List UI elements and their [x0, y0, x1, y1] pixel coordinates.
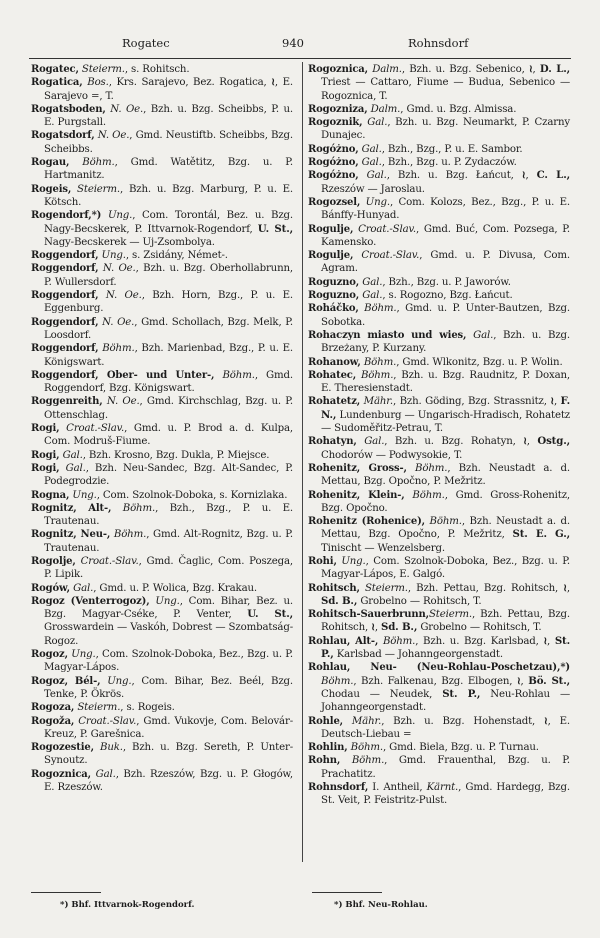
entry-headword: Rohn, [308, 755, 341, 767]
entry-headword: Rogoža, [31, 715, 75, 727]
entry-text: I. Antheil, Kärnt., Gmd. Hardegg, Bzg. St. Veit, P. Feistritz-Pulst. [321, 782, 570, 807]
entry-text: Gal., Gmd. u. P. Wolica, Bzg. Krakau. [73, 582, 257, 594]
gazetteer-entry [31, 489, 293, 502]
entry-headword: Rogi, [31, 462, 60, 474]
entry-text: Ung., Com. Torontál, Bez. u. Bzg. Nagy-Becskerek, P. Ittvarnok-Rogendorf, U. St., Nagy-Becskerek — Uj-Zsombolya. [44, 210, 294, 248]
entry-headword: Rogulje, [308, 250, 354, 262]
entry-headword: Rogulje, [308, 223, 354, 235]
entry-text: Gal., Bzh. u. Bzg. Neumarkt, P. Czarny Dunajec. [321, 117, 571, 142]
entry-text: Croat.-Slav., Gmd. Buć, Com. Pozsega, P. Kamensko. [321, 223, 570, 248]
entry-text: Steierm., Bzh. u. Bzg. Marburg, P. u. E. Kötsch. [44, 183, 293, 208]
entry-text: Böhm., Gmd. Wlkonitz, Bzg. u. P. Wolin. [363, 356, 563, 368]
entry-text: Buk., Bzh. u. Bzg. Sereth, P. Unter-Synoutz. [44, 742, 294, 767]
entry-text: N. Oe., Gmd. Schollach, Bzg. Melk, P. Loosdorf. [44, 316, 293, 341]
entry-text: N. Oe., Bzh. u. Bzg. Scheibbs, P. u. E. Purgstall. [44, 103, 293, 129]
entry-text: Croat.-Slav., Gmd. u. P. Brod a. d. Kulpa, Com. Modruš-Fiume. [44, 423, 293, 448]
entry-text: Dalm., Gmd. u. Bzg. Almissa. [370, 103, 517, 115]
running-header [30, 36, 570, 54]
entry-headword: Rohenitz, Klein-, [308, 489, 405, 501]
entry-text: N. Oe., Gmd. Neustiftb. Scheibbs, Bzg. Scheibbs. [44, 130, 293, 155]
entry-text: Böhm., Bzh. Marienbad, Bzg., P. u. E. Königswart. [44, 343, 294, 368]
entry-headword: Roggendorf, [31, 290, 99, 302]
entry-headword: Rogoza, [31, 702, 75, 714]
entry-headword: Rohatec, [308, 369, 357, 381]
entry-headword: Rogoznik, [308, 117, 363, 129]
gazetteer-entry [31, 701, 293, 714]
entry-text: Gal., Bzh. Rzeszów, Bzg. u. P. Głogów, E. Rzeszów. [44, 768, 294, 794]
entry-headword: Rogatsboden, [31, 103, 106, 115]
entry-headword: Rogóżno, [308, 170, 359, 182]
entry-text: Gal., Bzh., Bzg., P. u. E. Sambor. [361, 143, 523, 155]
entry-headword: Rogoz, [31, 649, 68, 661]
entry-text: Böhm., Bzh., Bzg., P. u. E. Trautenau. [44, 502, 294, 528]
entry-headword: Roggendorf, [31, 343, 99, 355]
entry-headword: Rohlau, Alt-, [308, 635, 379, 647]
gazetteer-entry [31, 369, 293, 396]
gazetteer-entry [308, 715, 570, 742]
gazetteer-entry [31, 395, 293, 422]
entry-headword: Rohanow, [308, 356, 361, 368]
gazetteer-entry [31, 741, 293, 768]
entry-headword: Rohaczyn miasto und wies, [308, 329, 467, 341]
gazetteer-entry [31, 422, 293, 449]
gazetteer-entry [308, 169, 570, 196]
gazetteer-entry [308, 356, 570, 369]
gazetteer-entry [308, 249, 570, 276]
gazetteer-entry [308, 302, 570, 329]
gazetteer-entry [31, 103, 293, 130]
entry-text: Gal., Bzh. Neu-Sandec, Bzg. Alt-Sandec, P. Podegrodzie. [44, 462, 293, 488]
gazetteer-entry [31, 316, 293, 343]
entry-text: Steierm., s. Rogeis. [77, 702, 175, 714]
entry-headword: Rohi, [308, 555, 337, 567]
gazetteer-entry [31, 156, 293, 183]
entry-headword: Roháčko, [308, 303, 359, 315]
entry-text: Steierm., Bzh. Pettau, Bzg. Rohitsch, ≀, Sd. B., Grobelno — Rohitsch, T. [321, 582, 570, 607]
gazetteer-entry [308, 489, 570, 516]
entry-text: Böhm., Bzh. u. Bzg. Raudnitz, P. Doxan, E. Theresienstadt. [321, 369, 570, 395]
entry-headword: Roggendorf, [31, 250, 99, 262]
gazetteer-entry [31, 342, 293, 369]
gazetteer-entry [308, 156, 570, 169]
gazetteer-entry [308, 582, 570, 609]
entry-headword: Rogolje, [31, 555, 76, 567]
entry-headword: Rogoz, Bél-, [31, 675, 101, 687]
gazetteer-entry [31, 289, 293, 316]
entry-text: Gal., Bzh. u. Bzg. Brzeżany, P. Kurzany. [321, 329, 570, 355]
entry-text: Ung., Com. Szolnok-Doboka, Bez., Bzg. u. P. Magyar-Lápos. [44, 649, 293, 674]
gazetteer-entry [308, 143, 570, 156]
header-first-entry: Rogatec [122, 36, 170, 50]
gazetteer-entry [31, 768, 293, 795]
footnote-right: *) Bhf. Neu-Rohlau. [334, 900, 428, 910]
gazetteer-entry [308, 555, 570, 582]
entry-text: Böhm., Gmd. Biela, Bzg. u. P. Turnau. [350, 742, 539, 754]
entry-text: N. Oe., Bzh. Horn, Bzg., P. u. E. Eggenburg. [44, 290, 294, 315]
entry-text: Böhm., Gmd. Alt-Rognitz, Bzg. u. P. Trautenau. [44, 529, 293, 554]
gazetteer-entry [308, 116, 570, 143]
gazetteer-entry [31, 262, 293, 289]
entry-text: Böhm., Bzh. u. Bzg. Karlsbad, ≀, St. P., Karlsbad — Johanngeorgenstadt. [321, 634, 570, 661]
entry-headword: Rogoznica, [308, 64, 368, 75]
gazetteer-entry [308, 781, 570, 808]
entry-headword: Rogozestie, [31, 742, 94, 754]
post-horn-icon: ≀ [543, 635, 548, 647]
gazetteer-entry [308, 369, 570, 396]
entry-text: Gal., s. Rogozno, Bzg. Łańcut. [362, 290, 513, 302]
post-horn-icon: ≀ [528, 64, 533, 75]
entry-headword: Rognitz, Alt-, [31, 502, 112, 514]
footnote-rule-left [31, 892, 101, 893]
entry-text: Ung., Com. Szolnok-Doboka, Bez., Bzg. u. P. Magyar-Lápos, E. Galgó. [321, 555, 570, 581]
gazetteer-entry [308, 276, 570, 289]
footnote-left: *) Bhf. Ittvarnok-Rogendorf. [60, 900, 195, 910]
entry-headword: Roggenreith, [31, 396, 103, 408]
entry-text: N. Oe., Gmd. Kirchschlag, Bzg. u. P. Ottenschlag. [44, 396, 293, 421]
gazetteer-entry [308, 462, 570, 489]
entry-headword: Rogóżno, [308, 157, 359, 169]
entry-text: Böhm., Bzh. Falkenau, Bzg. Elbogen, ≀, Bö. St., Chodau — Neudek, St. P., Neu-Rohlau — Johanngeorgenstadt. [321, 674, 571, 714]
entry-text: Gal., Bzh., Bzg. u. P. Jaworów. [362, 276, 511, 288]
entry-headword: Rogi, [31, 423, 60, 435]
entry-text: Böhm., Gmd. Gross-Rohenitz, Bzg. Opočno. [321, 489, 570, 514]
entry-text: Böhm., Bzh. Neustadt a. d. Mettau, Bzg. Opočno, P. Mežritz, St. E. G., Tinischt — Wenzelsberg. [321, 516, 571, 554]
entry-text: Gal., Bzh. u. Bzg. Rohatyn, ≀, Ostg., Chodorów — Podwysokie, T. [321, 435, 570, 461]
entry-headword: Rogóżno, [308, 143, 359, 155]
post-horn-icon: ≀ [563, 582, 567, 594]
entry-headword: Roguzno, [308, 276, 360, 288]
page-number: 940 [282, 36, 304, 50]
entry-headword: Roggendorf, [31, 263, 99, 275]
gazetteer-entry [308, 661, 570, 714]
entry-text: Böhm., Gmd. Frauenthal, Bzg. u. P. Prachatitz. [321, 755, 570, 780]
gazetteer-entry [308, 289, 570, 302]
post-horn-icon: ≀ [521, 170, 526, 182]
entry-headword: Rogeis, [31, 183, 72, 195]
entry-text: Böhm., Gmd. Roggendorf, Bzg. Königswart. [44, 369, 294, 395]
entry-text: Ung., Com. Bihar, Bez. u. Bzg. Magyar-Cséke, P. Venter, U. St., Grosswardein — Vaskóh, Dobrest — Szombatság-Rogoz. [44, 595, 293, 647]
post-horn-icon: ≀ [271, 77, 275, 89]
post-horn-icon: ≀ [550, 396, 554, 408]
entry-headword: Rogatec, [31, 64, 79, 75]
entry-text: Ung., s. Zsidány, Német-. [101, 250, 228, 262]
entry-text: Gal., Bzh. Krosno, Bzg. Dukla, P. Miejsce. [62, 449, 270, 461]
gazetteer-entry [31, 129, 293, 156]
gazetteer-entry [31, 555, 293, 582]
gazetteer-entry [31, 648, 293, 675]
gazetteer-entry [308, 635, 570, 662]
entry-text: Steierm., Bzh. Pettau, Bzg. Rohitsch, ≀, Sd. B., Grobelno — Rohitsch, T. [321, 609, 570, 634]
gazetteer-entry [308, 395, 570, 435]
entry-headword: Rogau, [31, 157, 70, 169]
entry-text: N. Oe., Bzh. u. Bzg. Oberhollabrunn, P. Wullersdorf. [44, 263, 293, 288]
entry-text: Böhm., Gmd. u. P. Unter-Bautzen, Bzg. Sobotka. [321, 303, 570, 328]
gazetteer-entry [31, 449, 293, 462]
right-column [308, 63, 570, 808]
entry-headword: Rogów, [31, 582, 71, 594]
entry-headword: Rogoz (Venterrogoz), [31, 595, 150, 607]
entry-text: Croat.-Slav., Gmd. u. P. Divusa, Com. Agram. [321, 250, 570, 275]
entry-headword: Rogozsel, [308, 196, 361, 208]
entry-text: Böhm., Bzh. Neustadt a. d. Mettau, Bzg. Opočno, P. Mežritz. [321, 462, 570, 488]
gazetteer-entry [308, 608, 570, 635]
entry-headword: Roggendorf, [31, 316, 99, 328]
gazetteer-entry [308, 223, 570, 250]
gazetteer-entry [31, 715, 293, 742]
gazetteer-entry [31, 675, 293, 702]
entry-headword: Rogoznica, [31, 768, 91, 780]
gazetteer-entry [308, 515, 570, 555]
entry-headword: Rohatyn, [308, 436, 357, 448]
gazetteer-entry [31, 249, 293, 262]
entry-headword: Rogozniza, [308, 103, 368, 115]
entry-text: Steierm., s. Rohitsch. [81, 64, 190, 75]
entry-text: Dalm., Bzh. u. Bzg. Sebenico, ≀, D. L., Triest — Cattaro, Fiume — Budua, Sebenico — Rogoznica, T. [321, 63, 570, 102]
entry-headword: Rohnsdorf, [308, 782, 369, 794]
entry-text: Ung., Com. Bihar, Bez. Beél, Bzg. Tenke, P. Ökrös. [44, 675, 293, 700]
entry-text: Mähr., Bzh. Göding, Bzg. Strassnitz, ≀, F. N., Lundenburg — Ungarisch-Hradisch, Rohatetz — Sudoměřitz-Petrau, T. [321, 395, 570, 435]
entry-text: Ung., Com. Szolnok-Doboka, s. Kornizlaka. [72, 489, 288, 501]
entry-text: Gal., Bzh., Bzg. u. P. Zydaczów. [361, 157, 517, 169]
gazetteer-entry [308, 63, 570, 103]
gazetteer-entry [31, 183, 293, 210]
entry-headword: Rohitsch, [308, 582, 360, 594]
entry-headword: Rohenitz (Rohenice), [308, 516, 425, 528]
entry-text: Croat.-Slav., Gmd. Vukovje, Com. Belovár-Kreuz, P. Garešnica. [44, 715, 293, 740]
entry-headword: Rohatetz, [308, 396, 361, 408]
entry-headword: Rogi, [31, 449, 60, 461]
post-horn-icon: ≀ [371, 622, 375, 634]
left-column [31, 63, 293, 794]
entry-text: Ung., Com. Kolozs, Bez., Bzg., P. u. E. Bánffy-Hunyad. [321, 196, 570, 222]
gazetteer-entry [31, 502, 293, 529]
header-last-entry: Rohnsdorf [408, 36, 469, 50]
gazetteer-entry [31, 595, 293, 648]
entry-headword: Rogendorf,*) [31, 210, 102, 222]
entry-headword: Rohle, [308, 715, 343, 727]
header-rule [29, 58, 571, 59]
gazetteer-entry [308, 196, 570, 223]
gazetteer-entry [308, 329, 570, 356]
gazetteer-entry [31, 582, 293, 595]
entry-headword: Rohlin, [308, 742, 348, 754]
gazetteer-entry [308, 103, 570, 116]
entry-headword: Rohitsch-Sauerbrunn, [308, 609, 429, 621]
gazetteer-entry [31, 63, 293, 76]
entry-text: Mähr., Bzh. u. Bzg. Hohenstadt, ≀, E. Deutsch-Liebau = [321, 715, 570, 740]
entry-headword: Rohenitz, Gross-, [308, 462, 407, 474]
entry-text: Croat.-Slav., Gmd. Čaglic, Com. Poszega, P. Lipik. [44, 555, 293, 581]
post-horn-icon: ≀ [544, 715, 548, 727]
column-divider [302, 62, 303, 862]
gazetteer-entry [31, 209, 293, 249]
entry-headword: Rognitz, Neu-, [31, 529, 111, 541]
gazetteer-entry [31, 462, 293, 489]
post-horn-icon: ≀ [516, 675, 521, 687]
gazetteer-entry [31, 76, 293, 103]
footnote-rule-right [312, 892, 382, 893]
entry-headword: Roggendorf, Ober- und Unter-, [31, 369, 215, 381]
entry-text: Gal., Bzh. u. Bzg. Łańcut, ≀, C. L., Rzeszów — Jaroslau. [321, 169, 570, 195]
entry-text: Böhm., Gmd. Watětitz, Bzg. u. P. Hartmanitz. [44, 157, 293, 182]
entry-headword: Rogatica, [31, 77, 83, 89]
gazetteer-entry [308, 435, 570, 462]
gazetteer-entry [308, 741, 570, 754]
entry-headword: Rogna, [31, 489, 70, 501]
entry-headword: Rogatsdorf, [31, 130, 95, 142]
entry-text: Bos., Krs. Sarajevo, Bez. Rogatica, ≀, E. Sarajevo =, T. [44, 77, 293, 102]
entry-headword: Roguzno, [308, 290, 360, 302]
gazetteer-entry [31, 528, 293, 555]
entry-headword: Rohlau, Neu- (Neu-Rohlau-Poschetzau),*) [308, 662, 570, 674]
gazetteer-entry [308, 754, 570, 781]
post-horn-icon: ≀ [523, 436, 527, 448]
